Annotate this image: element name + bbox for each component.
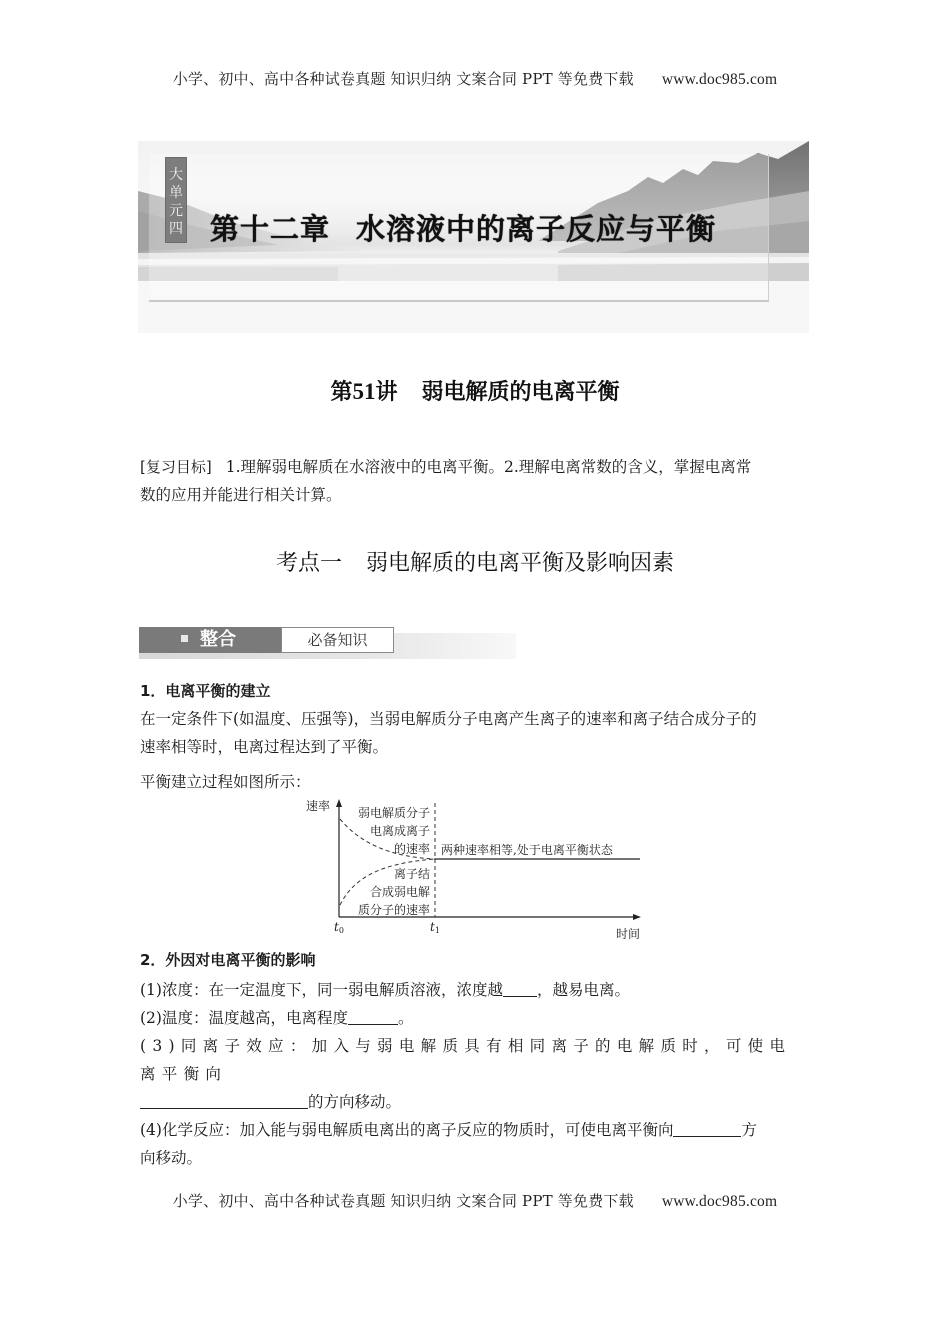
chapter-name: 水溶液中的离子反应与平衡 (356, 212, 717, 246)
answer-blank-2[interactable] (348, 1007, 398, 1025)
answer-blank-4[interactable] (673, 1119, 741, 1137)
section-tag-secondary: 必备知识 (281, 627, 394, 653)
svg-text:电离成离子: 电离成离子 (369, 824, 430, 838)
review-goals-label: [复习目标] (140, 458, 212, 476)
item-common-ion-cont: 的方向移动。 (140, 1088, 810, 1116)
tick-t1: t1 (430, 920, 440, 935)
section1-body: 在一定条件下(如温度、压强等)，当弱电解质分子电离产生离子的速率和离子结合成分子的 速率相等时，电离过程达到了平衡。 (140, 710, 757, 756)
square-bullet-icon (181, 635, 188, 642)
review-goals: [复习目标] 1.理解弱电解质在水溶液中的电离平衡。2.理解电离常数的含义，掌握电离常 数的应用并能进行相关计算。 (140, 458, 752, 504)
footer-site-link[interactable]: www.doc985.com (661, 1193, 778, 1210)
page-header (0, 68, 950, 89)
lecture-title: 第51讲 弱电解质的电离平衡 (330, 379, 620, 405)
chapter-title (210, 207, 716, 248)
figure-intro: 平衡建立过程如图所示： (140, 773, 311, 791)
item-concentration: (1)浓度：在一定温度下，同一弱电解质溶液，浓度越 ，越易电离。 (140, 981, 630, 999)
chart-xlabel: 时间 (616, 927, 641, 941)
answer-blank-3[interactable] (140, 1091, 308, 1109)
unit-tag: 大 单 元 四 (165, 157, 187, 243)
section-tag (139, 627, 516, 659)
tick-t0: t0 (334, 920, 344, 935)
chart-ylabel: 速率 (306, 799, 331, 813)
section2-heading: 2．外因对电离平衡的影响 (140, 951, 316, 969)
equilibrium-label: 两种速率相等,处于电离平衡状态 (441, 843, 613, 857)
footer-text: 小学、初中、高中各种试卷真题 知识归纳 文案合同 PPT 等免费下载 (172, 1192, 634, 1210)
equilibrium-rate-chart (300, 795, 660, 945)
item-temperature: (2)温度：温度越高，电离程度 。 (140, 1009, 414, 1027)
answer-blank-1[interactable] (503, 979, 537, 997)
section1-heading: 1．电离平衡的建立 (140, 682, 271, 700)
svg-text:的速率: 的速率 (393, 842, 430, 856)
svg-text:弱电解质分子: 弱电解质分子 (357, 806, 430, 820)
item-chemical-reaction: (4)化学反应：加入能与弱电解质电离出的离子反应的物质时，可使电离平衡向 方 (140, 1121, 757, 1139)
header-site-link[interactable]: www.doc985.com (661, 71, 778, 88)
header-text: 小学、初中、高中各种试卷真题 知识归纳 文案合同 PPT 等免费下载 (172, 70, 634, 88)
section-tag-primary: 整合 (139, 627, 281, 653)
exam-point-title: 考点一 弱电解质的电离平衡及影响因素 (275, 551, 675, 576)
item-common-ion: (3)同离子效应：加入与弱电解质具有相同离子的电解质时，可使电离平衡向 (140, 1037, 792, 1083)
svg-text:离子结: 离子结 (393, 867, 430, 881)
chapter-number: 第十二章 (210, 212, 331, 246)
page-footer (0, 1190, 950, 1211)
chapter-banner (138, 141, 809, 333)
svg-text:质分子的速率: 质分子的速率 (357, 903, 430, 917)
section2-items: (1)浓度：在一定温度下，同一弱电解质溶液，浓度越 ，越易电离。 (2)温度：温度越高，电离程度 。 (3)同离子效应：加入与弱电解质具有相同离子的电解质时，可使电离平衡向 的方向移动。 (4)化学反应：加入能与弱电解质电离出的离子反应的物质时，可使电离平衡向 方 向移动。 (140, 976, 810, 1172)
svg-text:合成弱电解: 合成弱电解 (369, 885, 430, 899)
